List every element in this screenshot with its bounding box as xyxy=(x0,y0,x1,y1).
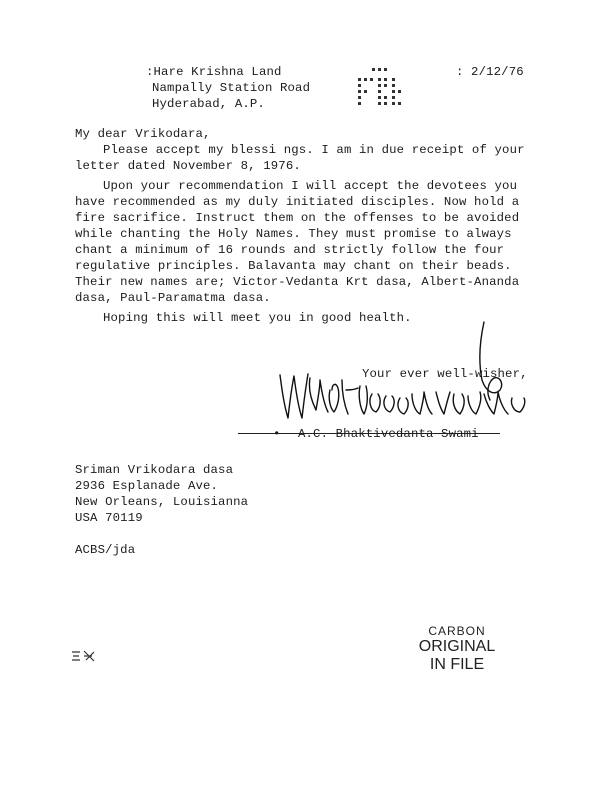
body-line-10: dasa, Paul-Paramatma dasa. xyxy=(75,291,271,305)
body-line-9: Their new names are; Victor-Vedanta Krt dasa, Albert-Ananda xyxy=(75,275,520,289)
body-line-8: regulative principles. Balavanta may chant on their beads. xyxy=(75,259,512,273)
signature-graphic xyxy=(268,320,568,430)
body-line-6: while chanting the Holy Names. They must promise to always xyxy=(75,227,512,241)
recipient-line-4: USA 70119 xyxy=(75,511,143,525)
scribble-mark xyxy=(70,648,96,669)
file-stamp xyxy=(354,66,406,119)
body-line-5: fire sacrifice. Instruct them on the offenses to be avoided xyxy=(75,211,520,225)
recipient-line-3: New Orleans, Louisianna xyxy=(75,495,249,509)
address-line-1: :Hare Krishna Land xyxy=(146,65,282,79)
carbon-stamp-line-3: IN FILE xyxy=(429,656,485,673)
body-line-1: Please accept my blessi ngs. I am in due receipt of your xyxy=(103,143,525,157)
address-line-3: Hyderabad, A.P. xyxy=(152,97,265,111)
body-line-7: chant a minimum of 16 rounds and strictly follow the four xyxy=(75,243,505,257)
signature-name: A.C. Bhaktivedanta Swami xyxy=(298,427,479,441)
body-line-4: have recommended as my duly initiated disciples. Now hold a xyxy=(75,195,520,209)
letter-date: : 2/12/76 xyxy=(456,65,524,79)
body-line-11: Hoping this will meet you in good health. xyxy=(103,311,412,325)
typist-initials: ACBS/jda xyxy=(75,543,136,557)
file-stamp-graphic xyxy=(354,66,406,114)
salutation: My dear Vrikodara, xyxy=(75,127,211,141)
carbon-original-stamp xyxy=(412,624,502,674)
body-line-2: letter dated November 8, 1976. xyxy=(75,159,301,173)
address-line-2: Nampally Station Road xyxy=(152,81,311,95)
handwritten-signature xyxy=(268,320,568,435)
bullet-dot: • xyxy=(273,427,281,441)
carbon-stamp-line-2: ORIGINAL xyxy=(418,638,496,655)
scribble-graphic xyxy=(70,648,96,664)
recipient-line-2: 2936 Esplanade Ave. xyxy=(75,479,219,493)
closing: Your ever well-wisher, xyxy=(362,367,528,381)
carbon-stamp-line-1: CARBON xyxy=(428,624,486,638)
body-line-3: Upon your recommendation I will accept the devotees you xyxy=(103,179,518,193)
recipient-line-1: Sriman Vrikodara dasa xyxy=(75,463,234,477)
